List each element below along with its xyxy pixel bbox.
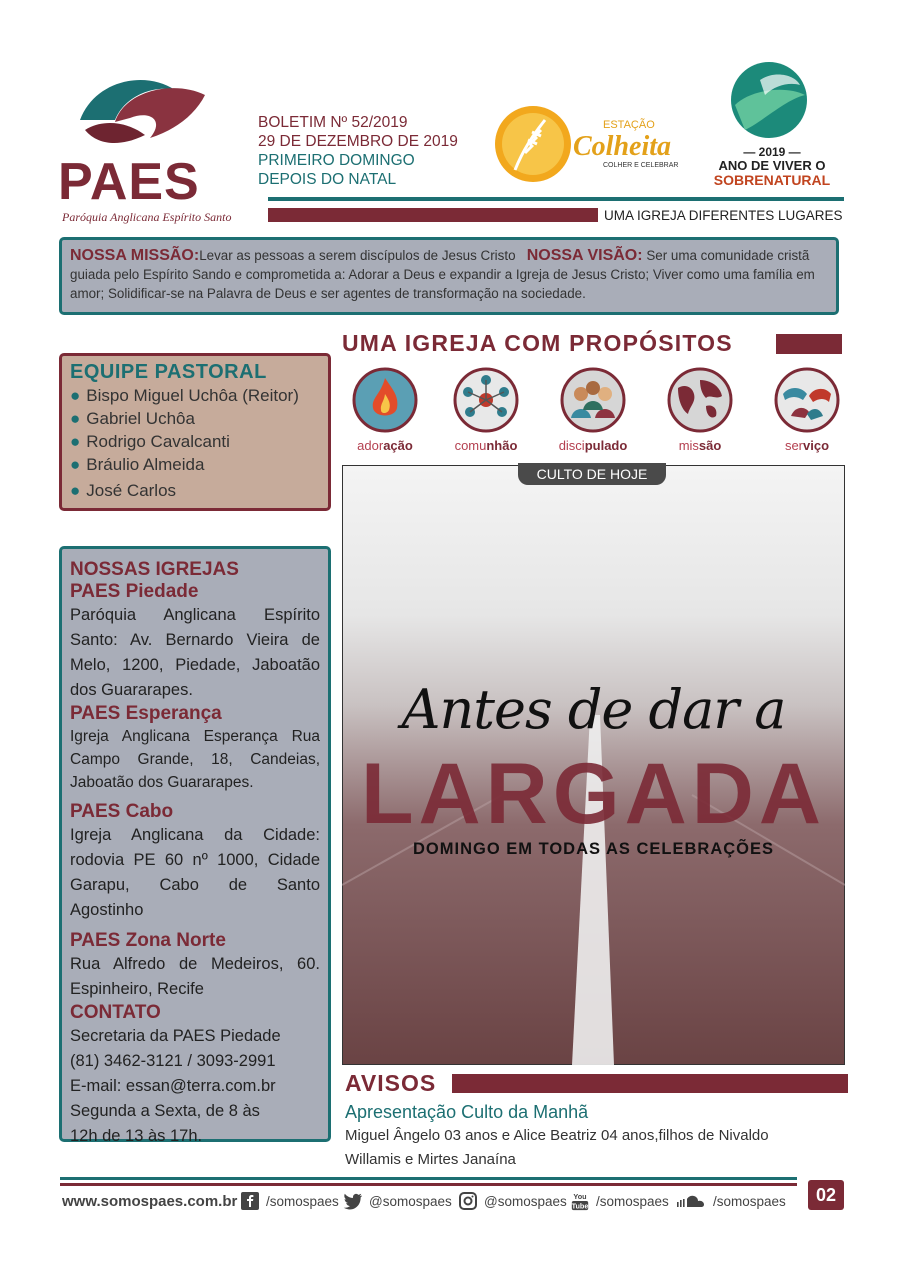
church-name: PAES Esperança	[70, 703, 222, 724]
church-name: PAES Piedade	[70, 581, 199, 602]
proposito-comunhao	[436, 366, 536, 453]
discipulado-bold: pulado	[584, 438, 628, 453]
twitter-link[interactable]: @somospaes	[343, 1191, 452, 1211]
igrejas-title: NOSSAS IGREJAS	[70, 559, 239, 580]
footer-rule-maroon	[60, 1183, 797, 1186]
flame-icon	[351, 366, 419, 434]
equipe-member: ● Gabriel Uchôa	[70, 409, 195, 428]
contato-line: (81) 3462-3121 / 3093-2991	[70, 1052, 276, 1070]
missao-label: NOSSA MISSÃO:	[70, 247, 200, 264]
facebook-link[interactable]: /somospaes	[240, 1191, 339, 1211]
harvest-estacao: ESTAÇÃO	[603, 119, 655, 131]
culto-big-title: LARGADA	[361, 746, 826, 842]
bulletin-sunday: PRIMEIRO DOMINGO	[258, 152, 415, 169]
contato-title: CONTATO	[70, 1002, 161, 1023]
youtube-icon	[570, 1191, 590, 1211]
svg-text:Tube: Tube	[571, 1201, 589, 1211]
missao-pre: mis	[678, 438, 699, 453]
visao-text: Ser uma comunidade cristã guiada pelo Espírito Sando e comprometida a: Adorar a Deus e expandir a Igreja de Jesus Cristo; Viver como uma família em amor; Solidificar-se na Palavra de Deus e ser agentes de transformação na sociedade.	[70, 248, 815, 301]
ano-sobrenatural-logo	[705, 60, 840, 190]
facebook-icon	[240, 1191, 260, 1211]
network-icon	[452, 366, 520, 434]
hands-icon	[773, 366, 841, 434]
proposito-missao	[650, 366, 750, 453]
proposito-discipulado	[543, 366, 643, 453]
slogan: UMA IGREJA DIFERENTES LUGARES	[604, 208, 843, 223]
equipe-member: ● Bráulio Almeida	[70, 455, 205, 474]
comunhao-bold: nhão	[486, 438, 518, 453]
contato-line: Segunda a Sexta, de 8 às	[70, 1102, 260, 1120]
avisos-title: AVISOS	[345, 1070, 437, 1096]
comunhao-pre: comu	[454, 438, 487, 453]
missao-bold: são	[698, 438, 722, 453]
church-name: PAES Cabo	[70, 801, 174, 822]
aviso-text: Miguel Ângelo 03 anos e Alice Beatriz 04 anos,filhos de Nivaldo Willamis e Mirtes Janaína	[345, 1127, 769, 1168]
estacao-colheita-logo	[493, 100, 693, 190]
equipe-member: ● Rodrigo Cavalcanti	[70, 432, 230, 451]
bulletin-number: BOLETIM Nº 52/2019	[258, 114, 408, 131]
theme-year: — 2019 —	[743, 145, 801, 159]
propositos-bar	[776, 334, 842, 354]
contato-line: E-mail: essan@terra.com.br	[70, 1077, 276, 1095]
propositos-title: UMA IGREJA COM PROPÓSITOS	[342, 330, 733, 356]
servico-bold: viço	[803, 438, 830, 453]
youtube-link[interactable]: You Tube /somospaes	[571, 1192, 669, 1211]
theme-line1: ANO DE VIVER O	[718, 158, 826, 173]
avisos-bar	[452, 1074, 848, 1093]
twitter-icon	[343, 1191, 363, 1211]
svg-text:You: You	[573, 1192, 587, 1202]
bulletin-sunday-2: DEPOIS DO NATAL	[258, 171, 397, 188]
discipulado-pre: disci	[558, 438, 585, 453]
header-rule-maroon	[268, 208, 598, 222]
harvest-tagline: COLHER E CELEBRAR	[603, 162, 679, 169]
culto-subtitle: DOMINGO EM TODAS AS CELEBRAÇÕES	[412, 840, 775, 858]
soundcloud-icon	[675, 1191, 707, 1211]
equipe-member: ● José Carlos	[70, 481, 177, 500]
equipe-pastoral-box	[59, 353, 331, 511]
aviso-headline: Apresentação Culto da Manhã	[345, 1102, 589, 1122]
harvest-name: Colheita	[573, 131, 672, 162]
contato-line: Secretaria da PAES Piedade	[70, 1027, 281, 1045]
instagram-icon	[458, 1191, 478, 1211]
logo-subtitle: Paróquia Anglicana Espírito Santo	[62, 210, 232, 224]
adoracao-bold: ação	[383, 438, 413, 453]
instagram-link[interactable]: @somospaes	[458, 1191, 567, 1211]
globe-icon	[666, 366, 734, 434]
church-name: PAES Zona Norte	[70, 930, 226, 951]
contato-line: 12h de 13 às 17h.	[70, 1127, 203, 1145]
church-address: Igreja Anglicana da Cidade: rodovia PE 60 nº 1000, Cidade Garapu, Cabo de Santo Agostinho	[70, 826, 320, 919]
church-address: Paróquia Anglicana Espírito Santo: Av. Bernardo Vieira de Melo, 1200, Piedade, Jaboatão dos Guararapes.	[70, 606, 320, 699]
nossas-igrejas-box	[59, 546, 331, 1145]
bulletin-info	[258, 113, 458, 189]
website-link[interactable]: www.somospaes.com.br	[62, 1193, 238, 1210]
equipe-member: ● Bispo Miguel Uchôa (Reitor)	[70, 386, 299, 405]
mission-box	[59, 237, 839, 315]
logo-wordmark: PAES	[58, 153, 200, 211]
visao-label: NOSSA VISÃO:	[526, 247, 643, 264]
equipe-list	[70, 384, 320, 502]
footer-rule-teal	[60, 1177, 797, 1180]
culto-script-title: Antes de dar a	[401, 678, 786, 741]
adoracao-pre: ador	[357, 438, 384, 453]
equipe-title: EQUIPE PASTORAL	[70, 361, 267, 383]
culto-de-hoje-tab: CULTO DE HOJE	[518, 463, 666, 485]
missao-text: Levar as pessoas a serem discípulos de Jesus Cristo	[199, 248, 516, 263]
church-address: Rua Alfredo de Medeiros, 60. Espinheiro, Recife	[70, 955, 320, 998]
servico-pre: ser	[784, 438, 804, 453]
proposito-adoracao	[335, 366, 435, 453]
page-number: 02	[808, 1180, 844, 1210]
proposito-servico	[757, 366, 857, 453]
bulletin-date: 29 DE DEZEMBRO DE 2019	[258, 133, 458, 150]
theme-line2: SOBRENATURAL	[713, 172, 831, 188]
soundcloud-link[interactable]: /somospaes	[675, 1191, 786, 1211]
people-icon	[559, 366, 627, 434]
header-rule-teal	[268, 197, 844, 201]
church-address: Igreja Anglicana Esperança Rua Campo Grande, 18, Candeias, Jaboatão dos Guararapes.	[70, 728, 320, 791]
